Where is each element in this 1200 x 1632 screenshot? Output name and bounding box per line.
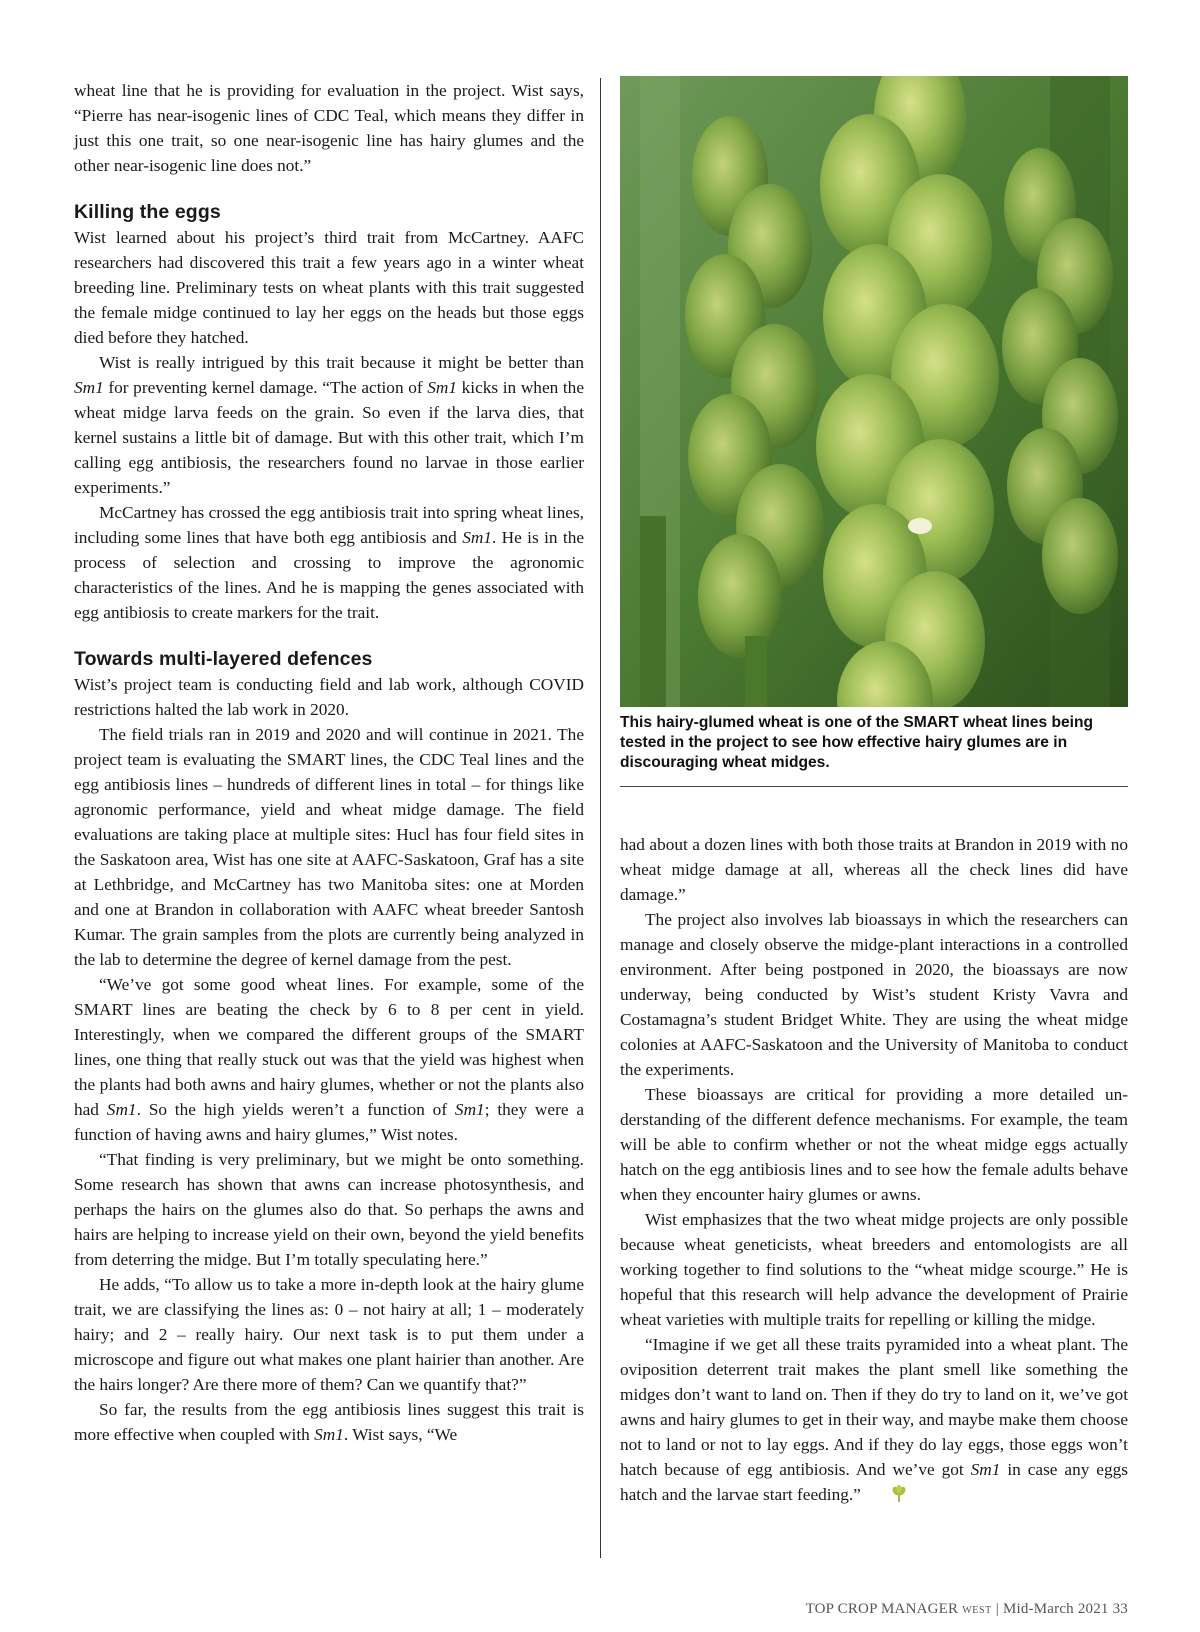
wheat-leaf-end-icon [865,1485,908,1510]
paragraph-killing-3: McCartney has crossed the egg antibiosis trait into spring wheat lines, including some lines that have both egg antibiosis and Sm1. He is in the process of selection and crossing to improve the agronomic characteristics of the lines. And he is mapping the genes associated with egg antibiosis to create markers for the trait. [74,503,585,622]
heading-killing-the-eggs: Killing the eggs [74,201,221,223]
paragraph-towards-1: Wist’s project team is conducting field and lab work, although COVID restrictions halted the lab work in 2020. [74,675,584,719]
heading-towards-multi-layered-defences: Towards multi-layered defences [74,648,373,670]
paragraph-towards-3: “We’ve got some good wheat lines. For example, some of the SMART lines are beating the check by 6 to 8 per cent in yield. Interestingly, when we compared the different groups of the SMART lines, one thing that really stuck out was that the yield was highest when the plants had both awns and hairy glumes, whether or not the plants also had Sm1. So the high yields weren’t a function of Sm1; they were a function of having awns and hairy glumes,” Wist notes. [74,975,585,1144]
magazine-edition: WEST [962,1605,992,1616]
page-footer [806,1601,1128,1618]
magazine-name: TOP CROP MANAGER [805,1601,959,1617]
footer-separator: | [991,1601,1003,1617]
paragraph-right-5: “Imagine if we get all these traits pyramided into a wheat plant. The oviposition deterrent trait makes the plant smell like something the midges don’t want to land on. Then if they do try to land on it, we’ve got awns and hairy glumes to get in their way, and maybe make them choose not to land or not to lay eggs. And if they do lay eggs, those eggs won’t hatch because of egg antibiosis. And we’ve got Sm1 in case any eggs hatch and the larvae start feeding.” [620,1332,1128,1510]
paragraph-towards-6: So far, the results from the egg antibiosis lines suggest this trait is more effective when coupled with Sm1. Wist says, “We [74,1400,584,1444]
paragraph-killing-1: Wist learned about his project’s third trait from McCartney. AAFC researchers had discovered this trait a few years ago in a winter wheat breeding line. Preliminary tests on wheat plants with this trait suggested the female midge continued to lay her eggs on the heads but those eggs died before they hatched. [74,228,584,347]
page-number: 33 [1112,1601,1128,1617]
photo-caption: This hairy-glumed wheat is one of the SMART wheat lines being tested in the project to see how effective hairy glumes are in discouraging wheat midges. [620,714,1094,771]
caption-divider [620,786,1128,787]
paragraph-right-1: had about a dozen lines with both those traits at Brandon in 2019 with no wheat midge damage at all, whereas all the check lines did have damage.” [620,835,1128,904]
paragraph-killing-2: Wist is really intrigued by this trait because it might be better than Sm1 for preventing kernel damage. “The action of Sm1 kicks in when the wheat midge larva feeds on the grain. So even if the larva dies, that kernel sustains a little bit of damage. But with this other trait, which I’m calling egg antibiosis, the researchers found no larvae in those earlier experiments.” [74,353,584,497]
paragraph-right-2: The project also involves lab bioassays in which the researchers can manage and closely observe the midge-plant interactions in a controlled environment. After being postponed in 2020, the bioassays are now underway, being conducted by Wist’s student Kristy Vavra and Costamagna’s student Bridget White. They are using the wheat midge colonies at AAFC-Saskatoon and the University of Manitoba to conduct the experiments. [620,910,1128,1079]
paragraph-towards-2: The field trials ran in 2019 and 2020 and will continue in 2021. The project team is evaluating the SMART lines, the CDC Teal lines and the egg antibiosis lines – hundreds of different lines in total – for things like agronomic performance, yield and wheat midge damage. The field evaluations are taking place at multiple sites: Hucl has four field sites in the Saskatoon area, Wist has one site at AAFC-Saskatoon, Graf has a site at Lethbridge, and McCartney has two Manitoba sites: one at Morden and one at Brandon in collaboration with AAFC wheat breeder Santosh Kumar. The grain samples from the plots are currently being analyzed in the lab to determine the degree of kernel damage from the pest. [74,725,584,969]
paragraph-towards-4: “That finding is very preliminary, but we might be onto something. Some research has shown that awns can increase photosynthesis, and perhaps the hairs on the glumes also do that. So perhaps the awns and hairs are helping to increase yield on their own, beyond the yield benefits from deterring the midge. But I’m totally speculating here.” [74,1150,584,1269]
issue-date: Mid-March 2021 [1002,1601,1109,1617]
left-column [74,78,584,1447]
right-column [620,832,1128,1510]
paragraph-towards-5: He adds, “To allow us to take a more in-depth look at the hairy glume trait, we are classifying the lines as: 0 – not hairy at all; 1 – moderately hairy; and 2 – really hairy. Our next task is to put them under a microscope and figure out what makes one plant hairier than another. Are the hairs longer? Are there more of them? Can we quantify that?” [74,1275,584,1394]
intro-paragraph: wheat line that he is providing for evaluation in the project. Wist says, “Pierre has near-isogenic lines of CDC Teal, which means they differ in just this one trait, so one near-isogenic line has hairy glumes and the other near-isogenic line does not.” [74,81,584,175]
wheat-photo [620,76,1128,707]
paragraph-right-4: Wist emphasizes that the two wheat midge projects are only possible because wheat geneticists, wheat breeders and entomologists are all working together to find solutions to the “wheat midge scourge.” He is hopeful that this research will help advance the development of Prairie wheat varieties with multiple traits for repelling or killing the midge. [620,1210,1128,1329]
column-divider [600,78,601,1558]
paragraph-right-3: These bioassays are critical for providing a more detailed understanding of the different defence mechanisms. For example, the team will be able to confirm whether or not the wheat midge eggs actually hatch on the egg antibiosis lines and to see how the female adults behave when they encounter hairy glumes or awns. [620,1085,1128,1204]
